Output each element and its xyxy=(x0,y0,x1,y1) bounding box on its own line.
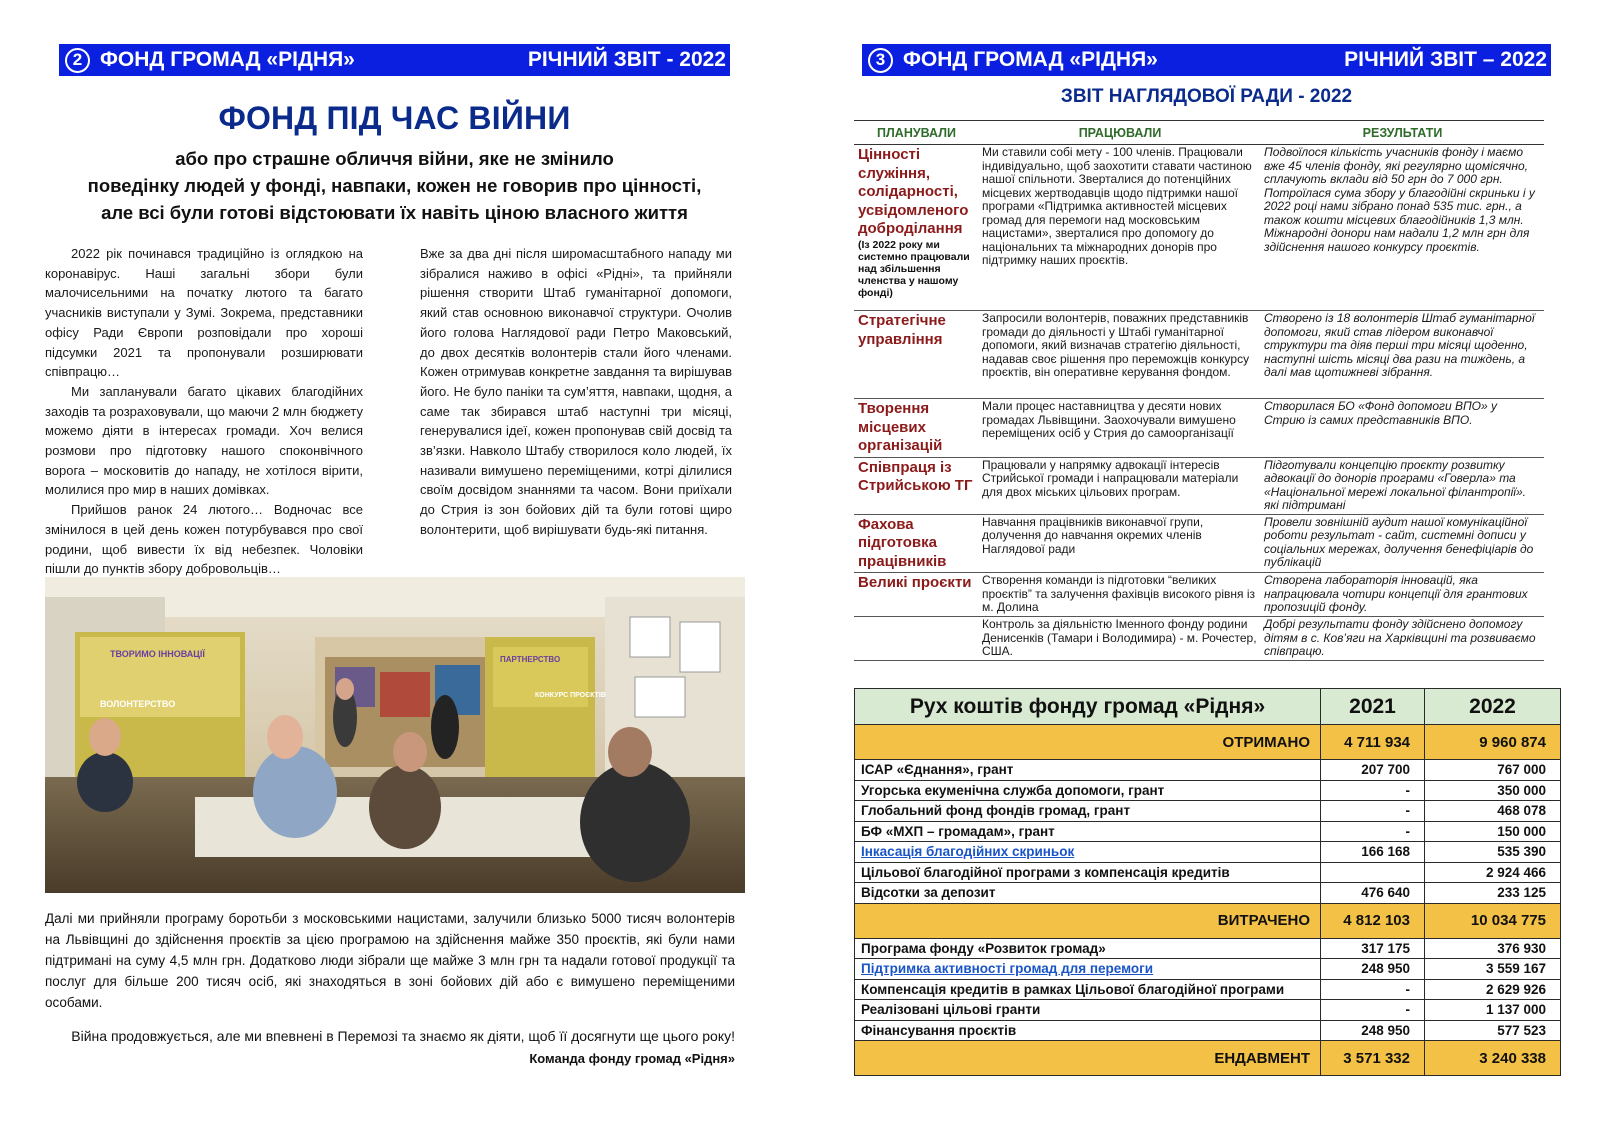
value-2021: - xyxy=(1321,1000,1425,1021)
result-cell: Провели зовнішній аудит нашої комунікаційної роботи результат - сайт, системні дописи у соціальних мережах, долучення бенефіціарів до публікацій xyxy=(1261,514,1544,573)
closing-statement: Війна продовжується, але ми впевнені в Перемозі та знаємо як діяти, щоб її досягнути ще цього року! xyxy=(71,1028,735,1044)
paragraph: Прийшов ранок 24 лютого… Водночас все змінилося в цей день кожен потурбувався про свої родини, щоб вивести їх від небезпек. Чоловіки пішли до пунктів збору добровольців… xyxy=(45,502,363,577)
funds-row-label: Компенсація кредитів в рамках Цільової благодійної програми xyxy=(855,979,1321,1000)
funds-row xyxy=(855,862,1561,883)
worked-cell: Створення команди із підготовки “великих проєктів” та залучення фахівців високого рівня із м. Долина xyxy=(979,573,1261,617)
value-2022: 1 137 000 xyxy=(1425,1000,1561,1021)
funds-row xyxy=(855,959,1561,980)
photo-illustration xyxy=(45,577,745,893)
header-title: ФОНД ГРОМАД «РІДНЯ» xyxy=(100,48,355,71)
value-2021: - xyxy=(1321,801,1425,822)
value-2022: 9 960 874 xyxy=(1425,725,1561,760)
funds-row-label: ІСАР «Єднання», грант xyxy=(855,760,1321,781)
header-year: РІЧНИЙ ЗВІТ - 2022 xyxy=(527,48,726,71)
value-2021: - xyxy=(1321,979,1425,1000)
planned-cell: Співпраця із Стрийською ТГ xyxy=(854,457,979,514)
table-row xyxy=(854,457,1544,514)
funds-row xyxy=(855,979,1561,1000)
funds-row xyxy=(855,842,1561,863)
subtitle-line: але всі були готові відстоювати їх навіть ціною власного життя xyxy=(101,202,688,223)
value-2022: 2 924 466 xyxy=(1425,862,1561,883)
value-2021: 3 571 332 xyxy=(1321,1041,1425,1076)
result-cell: Створена лабораторія інновацій, яка напрацювала чотири концепції для грантових пропозицій фонду. xyxy=(1261,573,1544,617)
funds-row xyxy=(855,780,1561,801)
funds-row-link[interactable]: Підтримка активності громад для перемоги xyxy=(855,959,1321,980)
funds-summary-row xyxy=(855,725,1561,760)
value-2021: 4 711 934 xyxy=(1321,725,1425,760)
funds-row-link[interactable]: Інкасація благодійних скриньок xyxy=(855,842,1321,863)
worked-cell: Ми ставили собі мету - 100 членів. Працювали індивідуально, щоб заохотити ставати частиною нашої спільноти. Зверталися до потенційних місцевих жертводавців щодо підтримки нашої програми «Підтримка активностей місцевих громад для перемоги над московським нацистами», зверталися про допомогу до національних та міжнародних донорів про підтримку наших проєктів. xyxy=(979,145,1261,311)
value-2021 xyxy=(1321,862,1425,883)
funds-row-label: Глобальний фонд фондів громад, грант xyxy=(855,801,1321,822)
planned-cell: Фахова підготовка працівників xyxy=(854,514,979,573)
worked-cell: Запросили волонтерів, поважних представників громади до діяльності у Штабі гуманітарної допомоги, який визначав стратегію діяльності, надавав своє рішення про переможців конкурсу проєктів, він оперативне керування фондом. xyxy=(979,311,1261,399)
article-column-1 xyxy=(45,244,363,579)
value-2022: 3 240 338 xyxy=(1425,1041,1561,1076)
table-row xyxy=(854,145,1544,311)
report-title: ЗВІТ НАГЛЯДОВОЇ РАДИ - 2022 xyxy=(1060,86,1353,107)
article-subtitle xyxy=(59,145,730,226)
year-header: 2022 xyxy=(1425,689,1561,725)
subtitle-line: або про страшне обличчя війни, яке не змінило xyxy=(175,148,614,169)
value-2022: 2 629 926 xyxy=(1425,979,1561,1000)
funds-row xyxy=(855,760,1561,781)
funds-row-label: ЕНДАВМЕНТ xyxy=(855,1041,1321,1076)
article-conclusion: Далі ми прийняли програму боротьби з московськими нацистами, залучили близько 5000 тисяч волонтерів на Львівщині до здійснення проєктів за цією програмою на здійснення майже 350 проєктів, які були нами підтримані на суму 4,5 млн грн. Додатково люди зібрали ще майже 3 млн грн та надали готової продукції та послуг для більше 200 тисяч осіб, які знаходяться в зоні бойових дій або є вимушено переміщеними особами. xyxy=(45,911,735,1010)
supervisory-board-table xyxy=(854,120,1544,661)
office-meeting-photo xyxy=(45,577,745,893)
funds-row-label: БФ «МХП – громадам», грант xyxy=(855,821,1321,842)
worked-cell: Мали процес наставництва у десяти нових громадах Львівщини. Заохочували вимушено переміщених осіб у Стрия до самоорганізації xyxy=(979,399,1261,458)
banner-text: ТВОРИМО ІННОВАЦІЇ xyxy=(110,649,205,659)
value-2021: 248 950 xyxy=(1321,959,1425,980)
paragraph: Вже за два дні після широмасштабного нападу ми зібралися наживо в офісі «Рідні», та прийняли рішення створити Штаб гуманітарної допомоги, який став основною виконавчої структури. Очолив його голова Наглядової ради Петро Маковський, до двох десятків волонтерів стали його членами. Кожен отримував конкретне завдання та вирішував його. Не було паніки та сум’яття, навпаки, щодня, а саме так збирався штаб наступні три місяці, генерувалися ідеї, кожен пропонував свій досвід та зв’язки. Навколо Штабу створилося коло людей, їх називали вимушено переміщеними, котрі ділилися своїм досвідом знаннями та часом. Вони приїхали до Стрия із зон бойових дій та були готові щиро волонтерити, щоб вирішувати будь-які питання. xyxy=(420,246,732,537)
banner-text: КОНКУРС ПРОЄКТІВ xyxy=(535,692,606,699)
result-cell: Створено із 18 волонтерів Штаб гуманітарної допомоги, який став лідером виконавчої структури та діяв перші три місяці щоденно, наступні шість місяці два рази на тиждень, а далі мав щотижневі зібрання. xyxy=(1261,311,1544,399)
table-row xyxy=(854,399,1544,458)
planned-cell xyxy=(854,617,979,661)
column-header-worked: ПРАЦЮВАЛИ xyxy=(979,121,1261,145)
funds-row xyxy=(855,883,1561,904)
result-cell: Підготували концепцію проєкту розвитку адвокації до донорів програми «Говерла» та «Національної мережі локальної філантропії». які підтримані xyxy=(1261,457,1544,514)
value-2022: 10 034 775 xyxy=(1425,903,1561,938)
column-header-results: РЕЗУЛЬТАТИ xyxy=(1261,121,1544,145)
worked-cell: Контроль за діяльністю Іменного фонду родини Денисенків (Тамари і Володимира) - м. Рочестер, США. xyxy=(979,617,1261,661)
value-2022: 767 000 xyxy=(1425,760,1561,781)
funds-flow-table xyxy=(854,688,1561,1076)
funds-row-label: Угорська екуменічна служба допомоги, грант xyxy=(855,780,1321,801)
table-row xyxy=(854,617,1544,661)
value-2022: 3 559 167 xyxy=(1425,959,1561,980)
value-2021: 476 640 xyxy=(1321,883,1425,904)
value-2022: 535 390 xyxy=(1425,842,1561,863)
article-column-2 xyxy=(420,244,732,540)
right-page-header xyxy=(862,44,1551,76)
funds-row-label: Реалізовані цільові гранти xyxy=(855,1000,1321,1021)
header-title: ФОНД ГРОМАД «РІДНЯ» xyxy=(903,48,1158,71)
value-2022: 577 523 xyxy=(1425,1020,1561,1041)
funds-row xyxy=(855,938,1561,959)
worked-cell: Навчання працівників виконавчої групи, долучення до навчання окремих членів Наглядової ради xyxy=(979,514,1261,573)
header-year: РІЧНИЙ ЗВІТ – 2022 xyxy=(1344,48,1547,71)
page-number-badge: 3 xyxy=(868,48,893,73)
funds-row xyxy=(855,1020,1561,1041)
planned-cell: Цінності служіння, солідарності, усвідомленого доброділання (Із 2022 року ми системно працювали над збільшення членства у нашому фонді) xyxy=(854,145,979,311)
result-cell: Створилася БО «Фонд допомоги ВПО» у Стрию із самих представників ВПО. xyxy=(1261,399,1544,458)
value-2021: 207 700 xyxy=(1321,760,1425,781)
funds-row-label: Відсотки за депозит xyxy=(855,883,1321,904)
worked-cell: Працювали у напрямку адвокації інтересів Стрийської громади і напрацювали матеріали для двох міських цільових програм. xyxy=(979,457,1261,514)
article-title: ФОНД ПІД ЧАС ВІЙНИ xyxy=(218,100,571,136)
banner-text: ПАРТНЕРСТВО xyxy=(500,655,561,664)
funds-row-label: ВИТРАЧЕНО xyxy=(855,903,1321,938)
funds-table-header xyxy=(855,689,1561,725)
paragraph: Ми запланували багато цікавих благодійних заходів та розраховували, що маючи 2 млн бюджету можемо діяти в інтересах громади. Хоч велися розмови про підготовку нашого споконвічного ворога – московитів до нападу, не хотілося вірити, молилися про мир в наших домівках. xyxy=(45,383,363,498)
signature: Команда фонду громад «Рідня» xyxy=(529,1051,735,1066)
funds-table-title: Рух коштів фонду громад «Рідня» xyxy=(855,689,1321,725)
funds-row xyxy=(855,801,1561,822)
funds-summary-row xyxy=(855,903,1561,938)
value-2021: - xyxy=(1321,780,1425,801)
value-2021: 317 175 xyxy=(1321,938,1425,959)
left-page-header xyxy=(59,44,730,76)
table-row xyxy=(854,573,1544,617)
planned-cell: Стратегічне управління xyxy=(854,311,979,399)
value-2022: 350 000 xyxy=(1425,780,1561,801)
table-row xyxy=(854,311,1544,399)
subtitle-line: поведінку людей у фонді, навпаки, кожен не говорив про цінності, xyxy=(87,175,702,196)
value-2022: 150 000 xyxy=(1425,821,1561,842)
column-header-planned: ПЛАНУВАЛИ xyxy=(854,121,979,145)
funds-row-label: Програма фонду «Розвиток громад» xyxy=(855,938,1321,959)
page-number-badge: 2 xyxy=(65,48,90,73)
value-2021: - xyxy=(1321,821,1425,842)
value-2022: 233 125 xyxy=(1425,883,1561,904)
funds-row xyxy=(855,1000,1561,1021)
planned-cell: Великі проєкти xyxy=(854,573,979,617)
result-cell: Подвоїлося кількість учасників фонду і маємо вже 45 членів фонду, які регулярно щомісячно, сплачують вклади від 50 грн до 7 000 грн. Потроїлася сума збору у благодійні скриньки і у 2022 році нами зібрано понад 535 тис. грн., а також кошти місцевих благодійників 1,3 млн. Міжнародні донори нам надали 1,2 млн грн для здійснення нашого конкурсу проєктів. xyxy=(1261,145,1544,311)
value-2021: 166 168 xyxy=(1321,842,1425,863)
value-2022: 468 078 xyxy=(1425,801,1561,822)
planned-note: (Із 2022 року ми системно працювали над збільшення членства у нашому фонді) xyxy=(858,238,970,299)
table-row xyxy=(854,514,1544,573)
funds-row-label: Фінансування проєктів xyxy=(855,1020,1321,1041)
paragraph: 2022 рік починався традиційно із оглядкою на коронавірус. Наші загальні збори були малочисельними на початку лютого та багато учасників виступали у Зумі. Зокрема, представники офісу Ради Європи розповідали про хороші підсумки 2021 та пропонували розширювати співпрацю… xyxy=(45,246,363,380)
value-2021: 248 950 xyxy=(1321,1020,1425,1041)
funds-row-label: ОТРИМАНО xyxy=(855,725,1321,760)
year-header: 2021 xyxy=(1321,689,1425,725)
banner-text: ВОЛОНТЕРСТВО xyxy=(100,699,176,709)
funds-row-label: Цільової благодійної програми з компенсація кредитів xyxy=(855,862,1321,883)
funds-row xyxy=(855,821,1561,842)
value-2022: 376 930 xyxy=(1425,938,1561,959)
funds-summary-row xyxy=(855,1041,1561,1076)
value-2021: 4 812 103 xyxy=(1321,903,1425,938)
result-cell: Добрі результати фонду здійснено допомогу дітям в с. Ков’яги на Харківщині та розвиваємо співпрацю. xyxy=(1261,617,1544,661)
planned-cell: Творення місцевих організацій xyxy=(854,399,979,458)
